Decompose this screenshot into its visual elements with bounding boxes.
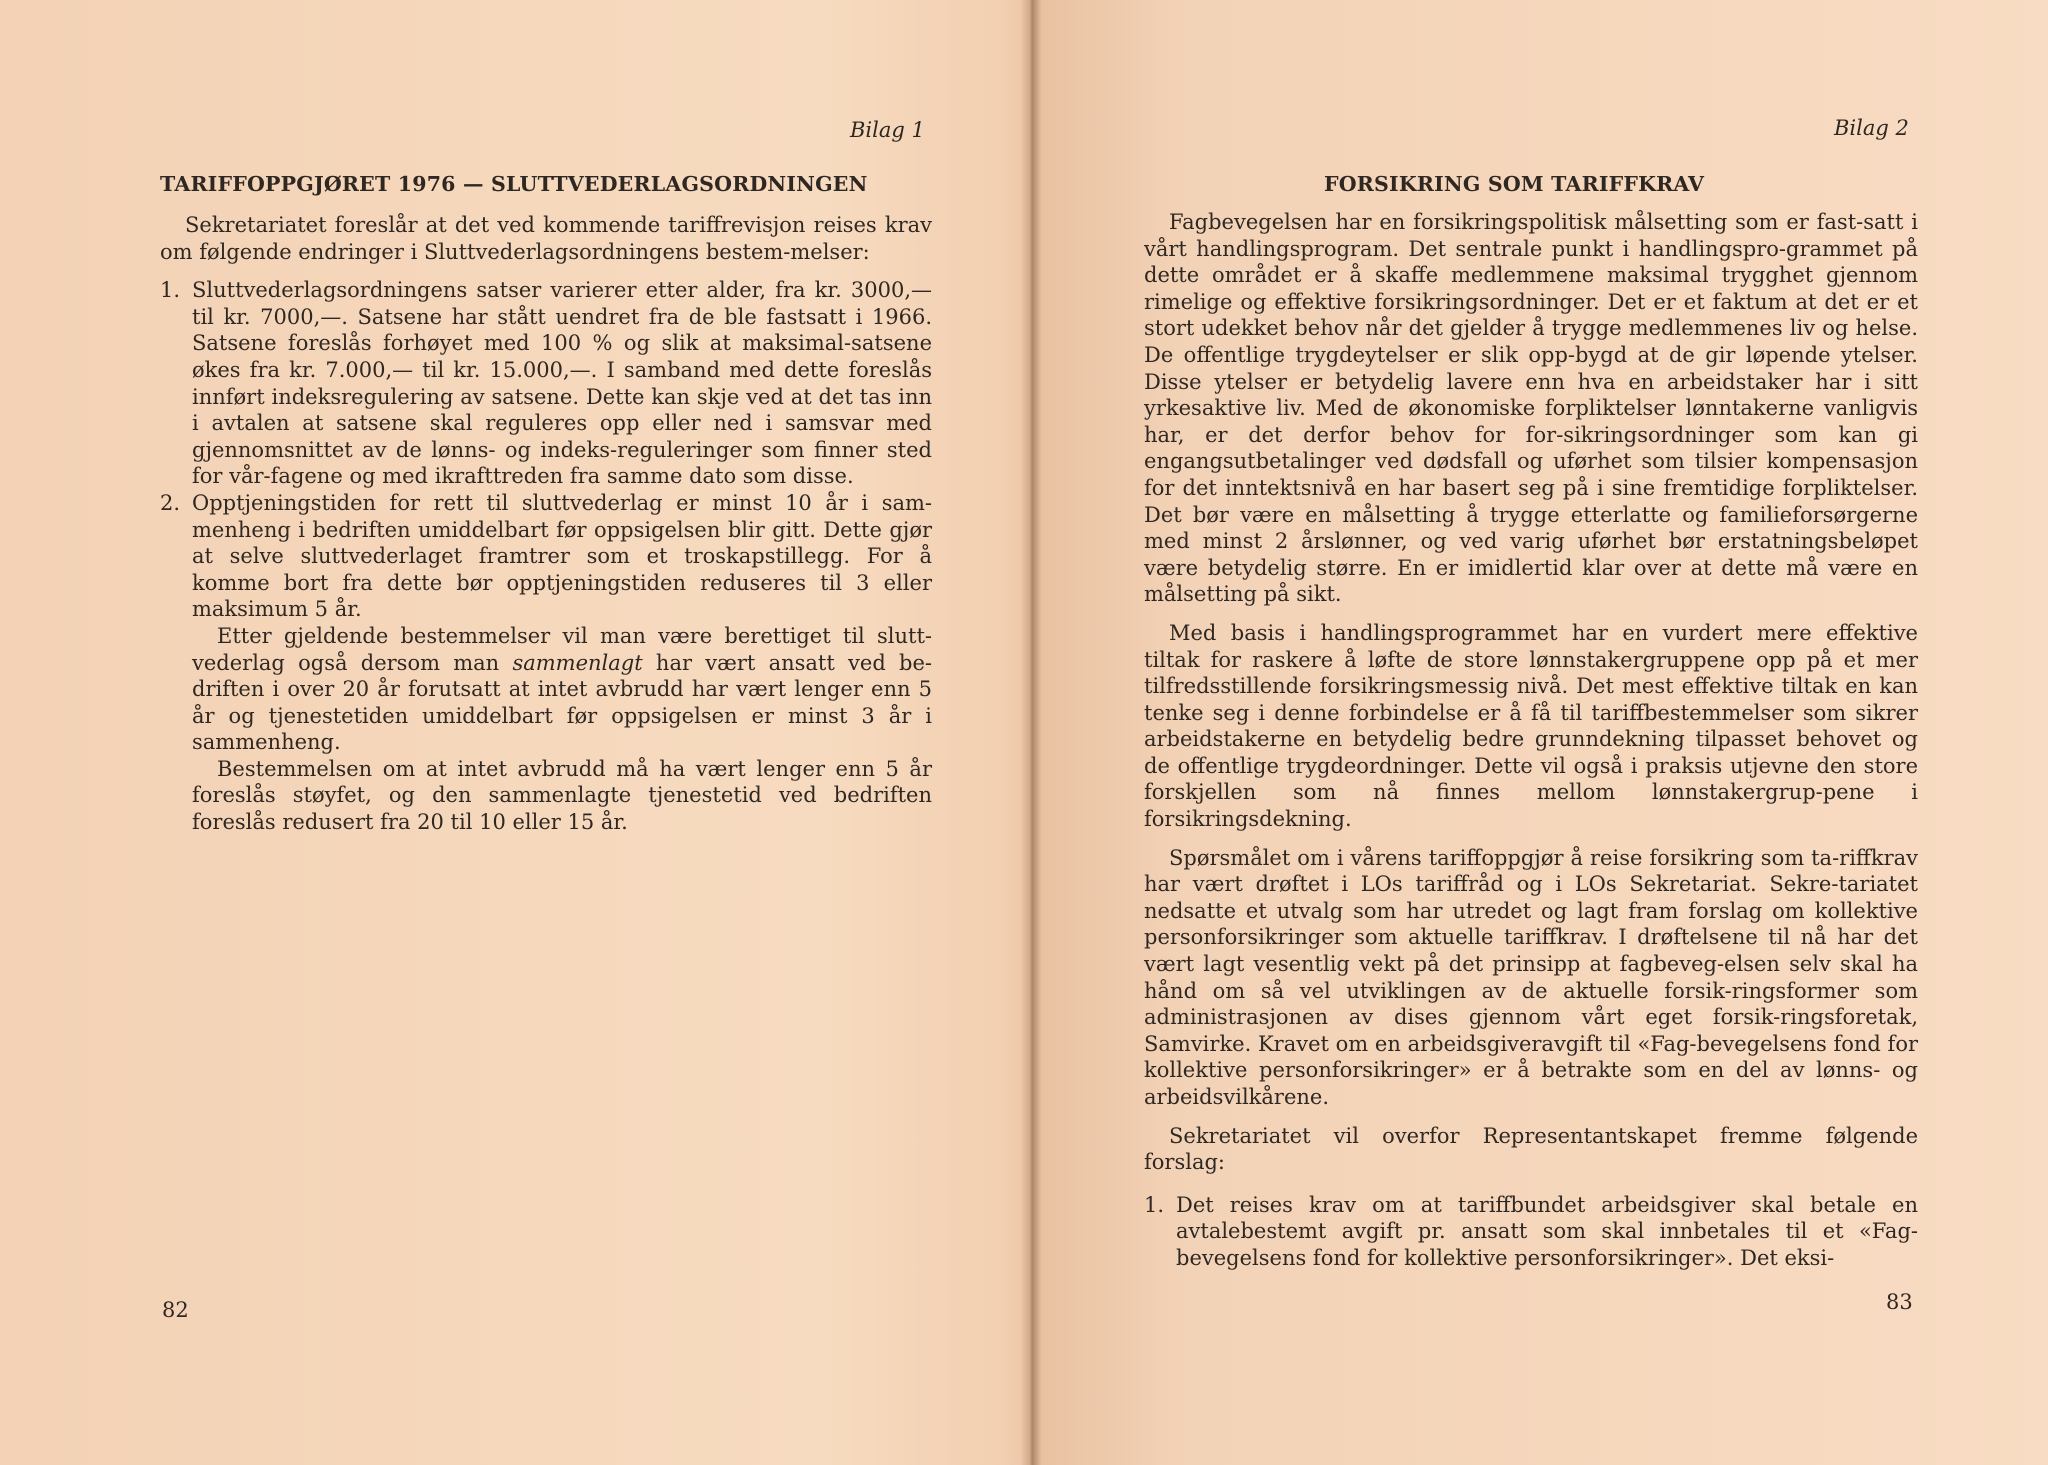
left-paragraph-cumulative: [192, 623, 932, 756]
left-page-body: [160, 212, 932, 836]
right-paragraph-4: Sekretariatet vil overfor Representantskapet fremme følgende forslag:: [1144, 1123, 1918, 1175]
right-list-number-1: 1.: [1144, 1192, 1165, 1217]
left-list-text-1: Sluttvederlagsordningens satser varierer etter alder, fra kr. 3000,— til kr. 7000,—. Satsene har stått uendret fra de ble fastsatt i 1966. Satsene foreslås forhøyet med 100 % og slik at maksimal-satsene økes fra kr. 7.000,— til kr. 15.000,—. I samband med dette foreslås innført indeksregulering av satsene. Dette kan skje ved at det tas inn i avtalen at satsene skal reguleres opp eller ned i samsvar med gjennomsnittet av de lønns- og indeks-reguleringer som finner sted for vår-fagene og med ikrafttreden fra samme dato som disse.: [192, 278, 932, 489]
left-page-number: 82: [162, 1298, 189, 1322]
left-list-number-2: 2.: [160, 490, 181, 515]
right-list-text-1: Det reises krav om at tariffbundet arbeidsgiver skal betale en avtalebestemt avgift pr. ansatt som skal innbetales til et «Fag-bevegelsens fond for kollektive personforsikringer». Det eksi-: [1176, 1192, 1918, 1270]
left-paragraph-cumulative-emphasis: sammenlagt: [512, 650, 643, 675]
left-list-number-1: 1.: [160, 278, 181, 303]
right-paragraph-1: Fagbevegelsen har en forsikringspolitisk målsetting som er fast-satt i vårt handlingsprogram. Det sentrale punkt i handlingspro-grammet på dette området er å skaffe medlemmene maksimal trygghet gjennom rimelige og effektive forsikringsordninger. Det er et faktum at det er et stort udekket behov når det gjelder å trygge medlemmenes liv og helse. De offentlige trygdeytelser er slik opp-bygd at de gir løpende ytelser. Disse ytelser er betydelig lavere enn hva en arbeidstaker har i sitt yrkesaktive liv. Med de økonomiske forpliktelser lønntakerne vanligvis har, er det derfor behov for for-sikringsordninger som kan gi engangsutbetalinger ved dødsfall og uførhet som tilsier kompensasjon for det inntektsnivå en har basert seg på i sine fremtidige forpliktelser. Det bør være en målsetting å trygge etterlatte og familieforsørgerne med minst 2 årslønner, og ved varig uførhet bør erstatningsbeløpet være betydelig større. En er imidlertid klar over at dette må være en målsetting på sikt.: [1144, 210, 1918, 607]
right-page-number: 83: [1886, 1290, 1913, 1314]
left-intro-paragraph: Sekretariatet foreslår at det ved kommende tariffrevisjon reises krav om følgende endringer i Sluttvederlagsordningens bestem-melser:: [160, 213, 932, 264]
right-paragraph-2: Med basis i handlingsprogrammet har en vurdert mere effektive tiltak for raskere å løfte de store lønnstakergruppene opp på et mer tilfredsstillende forsikringsmessig nivå. Det mest effektive tiltak en kan tenke seg i denne forbindelse er å få til tariffbestemmelser som sikrer arbeidstakerne en betydelig bedre grunndekning tilpasset behovet og de offentlige trygdeordninger. Dette vil også i praksis utjevne den store forskjellen som nå finnes mellom lønnstakergrup-pene i forsikringsdekning.: [1144, 620, 1918, 832]
left-paragraph-cumulative-end: har vært ansatt ved be-driften i over 20 år forutsatt at intet avbrudd har vært lenger enn 5 år og tjenestetiden umiddelbart før oppsigelsen er minst 3 år i sammenheng.: [192, 650, 932, 755]
left-list-text-2: Opptjeningstiden for rett til sluttvederlag er minst 10 år i sam-menheng i bedriften umiddelbart før oppsigelsen blir gitt. Dette gjør at selve sluttvederlaget framtrer som et troskapstillegg. For å komme bort fra dette bør opptjeningstiden reduseres til 3 eller maksimum 5 år.: [192, 490, 932, 622]
right-page: [1042, 0, 2048, 1465]
book-gutter: [1020, 0, 1042, 1465]
left-paragraph-cumulative-start: Etter gjeldende bestemmelser vil man være berettiget til slutt-vederlag også dersom man: [192, 623, 932, 675]
right-page-heading: FORSIKRING SOM TARIFFKRAV: [1324, 172, 1705, 196]
left-continuation-block: [160, 623, 932, 836]
left-list-item-2: [160, 490, 932, 623]
left-page: [0, 0, 1020, 1465]
right-page-body: [1144, 209, 1918, 1272]
left-paragraph-interruption: Bestemmelsen om at intet avbrudd må ha vært lenger enn 5 år foreslås støyfet, og den sammenlagte tjenestetid ved bedriften foreslås redusert fra 20 til 10 eller 15 år.: [192, 756, 932, 835]
right-list-item-1: [1144, 1192, 1918, 1272]
left-page-heading: TARIFFOPPGJØRET 1976 — SLUTTVEDERLAGSORDNINGEN: [160, 172, 868, 196]
right-paragraph-3: Spørsmålet om i vårens tariffoppgjør å reise forsikring som ta-riffkrav har vært drøftet i LOs tariffråd og i LOs Sekretariat. Sekre-tariatet nedsatte et utvalg som har utredet og lagt fram forslag om kollektive personforsikringer som aktuelle tariffkrav. I drøftelsene til nå har det vært lagt vesentlig vekt på det prinsipp at fagbeveg-elsen selv skal ha hånd om så vel utviklingen av de aktuelle forsik-ringsformer som administrasjonen av dises gjennom vårt eget forsik-ringsforetak, Samvirke. Kravet om en arbeidsgiveravgift til «Fag-bevegelsens fond for kollektive personforsikringer» er å betrakte som en del av lønns- og arbeidsvilkårene.: [1144, 845, 1918, 1109]
left-appendix-label: Bilag 1: [850, 118, 925, 142]
left-list-item-1: [160, 277, 932, 490]
right-appendix-label: Bilag 2: [1834, 116, 1909, 140]
